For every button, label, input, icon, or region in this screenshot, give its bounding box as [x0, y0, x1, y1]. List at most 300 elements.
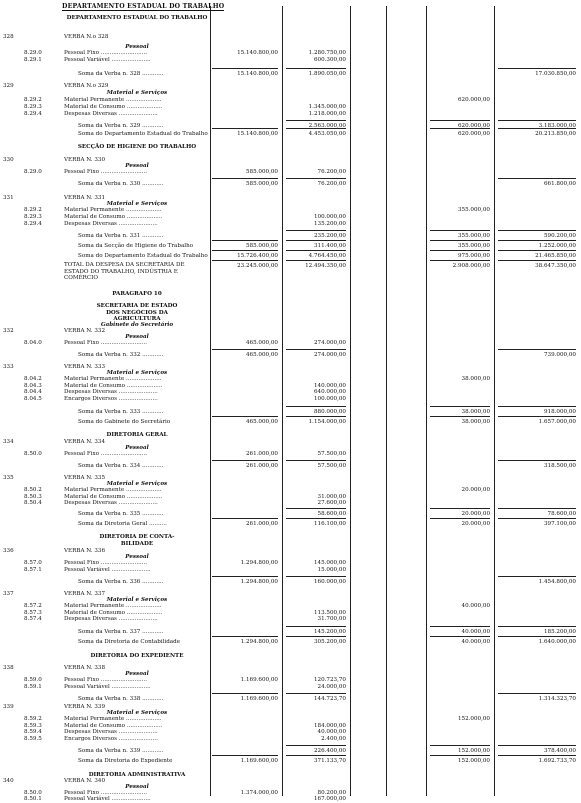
row-description: Soma da Verba n. 338 ............: [78, 696, 164, 702]
row-description: VERBA N.o 329: [64, 83, 109, 89]
amount-c5: 355.000,00: [457, 233, 490, 239]
amount-c2: 145.000,00: [313, 560, 346, 566]
sum-rule: [286, 693, 346, 694]
table-row: [0, 735, 581, 743]
table-row: [0, 578, 581, 586]
sum-rule: [498, 178, 576, 179]
table-row: [0, 747, 581, 755]
sum-rule: [212, 636, 278, 637]
row-description: Material de Consumo ....................: [64, 610, 163, 616]
item-code: 8.50.1: [24, 796, 42, 802]
table-row: [0, 242, 581, 250]
verba-number: 340: [3, 778, 14, 784]
row-description: Pessoal Variável ......................: [64, 57, 151, 63]
row-description: Despesas Diversas ......................: [64, 729, 158, 735]
amount-c2: 880.000,00: [313, 409, 346, 415]
row-description: DIRETORIA GERAL: [106, 432, 168, 438]
item-code: 8.50.2: [24, 487, 42, 493]
verba-number: 335: [3, 475, 14, 481]
sum-rule: [430, 518, 490, 519]
sum-rule: [212, 260, 278, 261]
amount-c1: 1.294.800,00: [240, 579, 278, 585]
amount-c2: 40.000,00: [317, 729, 346, 735]
sum-rule: [430, 240, 490, 241]
sum-rule: [212, 576, 278, 577]
row-description: Material e Serviços: [106, 370, 168, 376]
table-row: [0, 695, 581, 703]
row-description: VERBA N. 333: [64, 364, 106, 370]
item-code: 8.50.4: [24, 500, 42, 506]
verba-number: 328: [3, 34, 14, 40]
table-row: [0, 143, 581, 151]
item-code: 8.04.5: [24, 396, 42, 402]
sum-rule: [212, 755, 278, 756]
item-code: 8.57.1: [24, 567, 42, 573]
amount-c2: 76.200,00: [317, 181, 346, 187]
row-description: Soma da Diretoria de Contabilidade: [78, 639, 181, 645]
row-description: VERBA N. 334: [64, 439, 106, 445]
amount-c5: 2.908.000,00: [452, 263, 490, 269]
table-row: [0, 462, 581, 470]
amount-c6: 38.647.350,00: [535, 263, 576, 269]
item-code: 8.29.3: [24, 104, 42, 110]
sum-rule: [286, 260, 346, 261]
row-description: Pessoal Fixo ..........................: [64, 169, 148, 175]
row-description: Soma do Departamento Estadual do Trabalho: [78, 253, 208, 259]
row-description: Pessoal Fixo ..........................: [64, 560, 148, 566]
table-row: [0, 628, 581, 636]
row-description: Pessoal Fixo ..........................: [64, 677, 148, 683]
row-description: Material de Consumo ....................: [64, 494, 163, 500]
amount-c1: 1.294.800,00: [240, 639, 278, 645]
item-code: 8.50.0: [24, 790, 42, 796]
amount-c1: 465.000,00: [245, 419, 278, 425]
row-description: Material de Consumo ....................: [64, 104, 163, 110]
row-description: AGRICULTURA: [113, 316, 161, 322]
sum-rule: [498, 406, 576, 407]
row-description: Despesas Diversas ......................: [64, 221, 158, 227]
row-description: Pessoal Variável ......................: [64, 567, 151, 573]
row-description: PARAGRAFO 10: [112, 291, 162, 297]
item-code: 8.04.3: [24, 383, 42, 389]
row-description: Soma da Verba n. 337 ............: [78, 629, 164, 635]
item-code: 8.57.4: [24, 616, 42, 622]
item-code: 8.59.0: [24, 677, 42, 683]
row-description: DEPARTAMENTO ESTADUAL DO TRABALHO: [66, 15, 208, 21]
row-description: Despesas Diversas ......................: [64, 500, 158, 506]
table-row: [0, 510, 581, 518]
sum-rule: [498, 693, 576, 694]
sum-rule: [498, 576, 576, 577]
row-description: Pessoal: [125, 163, 149, 169]
sum-rule: [286, 406, 346, 407]
amount-c2: 24.000,00: [317, 684, 346, 690]
row-description: Soma da Verba n. 330 ............: [78, 181, 164, 187]
sum-rule: [212, 693, 278, 694]
sum-rule: [212, 68, 278, 69]
amount-c2: 100.000,00: [313, 214, 346, 220]
amount-c2: 311.400,00: [313, 243, 346, 249]
sum-rule: [498, 260, 576, 261]
table-row: [0, 566, 581, 574]
sum-rule: [498, 745, 576, 746]
verba-number: 338: [3, 665, 14, 671]
sum-rule: [498, 120, 576, 121]
amount-c2: 235.200,00: [313, 233, 346, 239]
row-description: SECRETARIA DE ESTADO: [96, 303, 178, 309]
amount-c6: 1.640.000,00: [538, 639, 576, 645]
row-description: Pessoal Fixo ..........................: [64, 340, 148, 346]
amount-c5: 975.000,00: [457, 253, 490, 259]
sum-rule: [430, 120, 490, 121]
amount-c2: 1.280.750,00: [308, 50, 346, 56]
amount-c1: 585.000,00: [245, 181, 278, 187]
sum-rule: [430, 508, 490, 509]
table-row: [0, 14, 581, 22]
table-row: [0, 33, 581, 41]
table-row: [0, 110, 581, 118]
sum-rule: [498, 349, 576, 350]
amount-c2: 226.400,00: [313, 748, 346, 754]
item-code: 8.59.2: [24, 716, 42, 722]
row-description: Soma da Verba n. 332 ............: [78, 352, 164, 358]
row-description: Soma do Gabinete do Secretário: [78, 419, 171, 425]
row-description: Material Permanente ....................: [64, 207, 162, 213]
amount-c2: 1.218.000,00: [308, 111, 346, 117]
table-row: [0, 168, 581, 176]
row-description: VERBA N. 330: [64, 157, 106, 163]
sum-rule: [286, 240, 346, 241]
amount-c5: 40.000,00: [461, 639, 490, 645]
amount-c2: 1.890.050,00: [308, 71, 346, 77]
table-row: [0, 795, 581, 803]
table-row: [0, 56, 581, 64]
row-description: TOTAL DA DESPESA DA SECRETARIA DE ESTADO DO TRABALHO, INDÚSTRIA E COMÉRCIO: [64, 262, 185, 281]
amount-c5: 152.000,00: [457, 748, 490, 754]
sum-rule: [286, 230, 346, 231]
row-description: VERBA N. 338: [64, 665, 106, 671]
amount-c2: 120.723,70: [313, 677, 346, 683]
table-row: [0, 652, 581, 660]
sum-rule: [286, 755, 346, 756]
row-description: Soma da Secção de Higiene do Trabalho: [78, 243, 194, 249]
row-description: Pessoal: [125, 554, 149, 560]
verba-number: 337: [3, 591, 14, 597]
sum-rule: [498, 416, 576, 417]
item-code: 8.57.0: [24, 560, 42, 566]
amount-c2: 274.000,00: [313, 352, 346, 358]
table-row: [0, 638, 581, 646]
row-description: Pessoal Variável ......................: [64, 796, 151, 802]
amount-c6: 739.000,00: [543, 352, 576, 358]
amount-c2: 135.200,00: [313, 221, 346, 227]
amount-c2: 15.000,00: [317, 567, 346, 573]
table-row: [0, 683, 581, 691]
row-description: VERBA N.o 328: [64, 34, 109, 40]
amount-c6: 1.314.323,70: [538, 696, 576, 702]
item-code: 8.57.2: [24, 603, 42, 609]
amount-c2: 1.154.000,00: [308, 419, 346, 425]
sum-rule: [498, 68, 576, 69]
sum-rule: [212, 416, 278, 417]
row-description: Material Permanente ....................: [64, 97, 162, 103]
amount-c6: 1.657.000,00: [538, 419, 576, 425]
amount-c2: 371.133,70: [313, 758, 346, 764]
row-description: Material e Serviços: [106, 481, 168, 487]
item-code: 8.04.2: [24, 376, 42, 382]
sum-rule: [286, 128, 346, 129]
amount-c1: 261.000,00: [245, 463, 278, 469]
row-description: Material de Consumo ....................: [64, 723, 163, 729]
amount-c6: 378.400,00: [543, 748, 576, 754]
item-code: 8.50.3: [24, 494, 42, 500]
row-description: Despesas Diversas ......................: [64, 389, 158, 395]
amount-c6: 3.183.000,00: [538, 123, 576, 129]
item-code: 8.29.4: [24, 221, 42, 227]
amount-c5: 355.000,00: [457, 243, 490, 249]
table-row: [0, 252, 581, 260]
table-row: [0, 180, 581, 188]
sum-rule: [498, 755, 576, 756]
amount-c2: 144.723,70: [313, 696, 346, 702]
table-row: [0, 290, 581, 298]
sum-rule: [212, 178, 278, 179]
amount-c5: 20.000,00: [461, 511, 490, 517]
row-description: VERBA N. 337: [64, 591, 106, 597]
amount-c2: 274.000,00: [313, 340, 346, 346]
amount-c2: 184.000,00: [313, 723, 346, 729]
table-row: [0, 520, 581, 528]
row-description: Soma da Verba n. 331 ............: [78, 233, 164, 239]
amount-c6: 661.800,00: [543, 181, 576, 187]
page-title: DEPARTAMENTO ESTADUAL DO TRABALHO: [62, 3, 225, 10]
amount-c2: 57.500,00: [317, 451, 346, 457]
amount-c2: 600.300,00: [313, 57, 346, 63]
row-description: DIRETORIA ADMINISTRATIVA: [88, 772, 186, 778]
row-description: Soma da Verba n. 334 ............: [78, 463, 164, 469]
amount-c2: 167.000,00: [313, 796, 346, 802]
row-description: Soma da Verba n. 329 ............: [78, 123, 164, 129]
row-description: SECÇÃO DE HIGIENE DO TRABALHO: [77, 144, 197, 150]
amount-c1: 585.000,00: [245, 169, 278, 175]
row-description: Soma da Verba n. 335 ............: [78, 511, 164, 517]
amount-c2: 140.000,00: [313, 383, 346, 389]
sum-rule: [286, 518, 346, 519]
verba-number: 339: [3, 704, 14, 710]
amount-c6: 17.030.850,00: [535, 71, 576, 77]
amount-c5: 152.000,00: [457, 758, 490, 764]
amount-c5: 620.000,00: [457, 97, 490, 103]
item-code: 8.29.1: [24, 57, 42, 63]
row-description: DIRETORIA DE CONTA-: [99, 534, 175, 540]
amount-c1: 465.000,00: [245, 340, 278, 346]
sum-rule: [498, 230, 576, 231]
sum-rule: [286, 636, 346, 637]
row-description: Pessoal Fixo ..........................: [64, 451, 148, 457]
amount-c1: 1.169.600,00: [240, 758, 278, 764]
row-description: VERBA N. 331: [64, 195, 106, 201]
row-description: Encargos Diversos ......................: [64, 736, 158, 742]
amount-c2: 12.494.350,00: [305, 263, 346, 269]
amount-c2: 145.200,00: [313, 629, 346, 635]
row-description: Material e Serviços: [106, 597, 168, 603]
table-row: [0, 262, 581, 281]
item-code: 8.29.4: [24, 111, 42, 117]
amount-c6: 918.000,00: [543, 409, 576, 415]
amount-c1: 15.140.800,00: [237, 131, 278, 137]
item-code: 8.57.3: [24, 610, 42, 616]
amount-c5: 620.000,00: [457, 123, 490, 129]
row-description: VERBA N. 336: [64, 548, 106, 554]
item-code: 8.04.4: [24, 389, 42, 395]
amount-c6: 21.465.850,00: [535, 253, 576, 259]
row-description: Material Permanente ....................: [64, 487, 162, 493]
item-code: 8.50.0: [24, 451, 42, 457]
amount-c6: 1.454.800,00: [538, 579, 576, 585]
sum-rule: [430, 128, 490, 129]
row-description: Gabinete do Secretário: [100, 322, 174, 328]
table-row: [0, 499, 581, 507]
amount-c1: 15.726.400,00: [237, 253, 278, 259]
sum-rule: [212, 240, 278, 241]
amount-c1: 261.000,00: [245, 521, 278, 527]
sum-rule: [430, 406, 490, 407]
row-description: Soma do Departamento Estadual do Trabalho: [78, 131, 208, 137]
row-description: Pessoal: [125, 784, 149, 790]
row-description: Material de Consumo ....................: [64, 383, 163, 389]
row-description: VERBA N. 335: [64, 475, 106, 481]
sum-rule: [430, 416, 490, 417]
amount-c1: 585.000,00: [245, 243, 278, 249]
row-description: VERBA N. 339: [64, 704, 106, 710]
verba-number: 336: [3, 548, 14, 554]
item-code: 8.59.4: [24, 729, 42, 735]
sum-rule: [212, 128, 278, 129]
row-description: Soma da Diretoria do Expediente: [78, 758, 173, 764]
row-description: Material e Serviços: [106, 201, 168, 207]
row-description: Soma da Verba n. 333 ............: [78, 409, 164, 415]
amount-c1: 465.000,00: [245, 352, 278, 358]
sum-rule: [212, 250, 278, 251]
amount-c6: 185.200,00: [543, 629, 576, 635]
item-code: 8.29.2: [24, 207, 42, 213]
item-code: 8.29.2: [24, 97, 42, 103]
verba-number: 334: [3, 439, 14, 445]
sum-rule: [498, 508, 576, 509]
amount-c2: 27.600,00: [317, 500, 346, 506]
amount-c6: 20.213.850,00: [535, 131, 576, 137]
amount-c2: 4.453.050,00: [308, 131, 346, 137]
table-row: [0, 351, 581, 359]
table-row: [0, 232, 581, 240]
item-code: 8.29.0: [24, 169, 42, 175]
amount-c2: 2.400,00: [321, 736, 346, 742]
sum-rule: [286, 349, 346, 350]
amount-c5: 40.000,00: [461, 629, 490, 635]
row-description: Pessoal Fixo ..........................: [64, 50, 148, 56]
item-code: 8.04.0: [24, 340, 42, 346]
sum-rule: [286, 120, 346, 121]
row-description: Soma da Verba n. 336 ............: [78, 579, 164, 585]
row-description: Pessoal: [125, 671, 149, 677]
sum-rule: [430, 250, 490, 251]
table-row: [0, 450, 581, 458]
amount-c1: 15.140.800,00: [237, 50, 278, 56]
item-code: 8.59.1: [24, 684, 42, 690]
amount-c6: 397.100,00: [543, 521, 576, 527]
amount-c6: 78.600,00: [547, 511, 576, 517]
table-row: [0, 339, 581, 347]
item-code: 8.29.3: [24, 214, 42, 220]
row-description: Pessoal Fixo ..........................: [64, 790, 148, 796]
amount-c2: 113.500,00: [313, 610, 346, 616]
amount-c5: 40.000,00: [461, 603, 490, 609]
row-description: Encargos Diversos ......................: [64, 396, 158, 402]
amount-c2: 57.500,00: [317, 463, 346, 469]
amount-c5: 355.000,00: [457, 207, 490, 213]
amount-c2: 58.600,00: [317, 511, 346, 517]
sum-rule: [212, 460, 278, 461]
amount-c5: 38.000,00: [461, 376, 490, 382]
sum-rule: [498, 240, 576, 241]
amount-c2: 160.000,00: [313, 579, 346, 585]
row-description: Pessoal: [125, 44, 149, 50]
row-description: Material Permanente ....................: [64, 376, 162, 382]
sum-rule: [430, 745, 490, 746]
row-description: Despesas Diversas ......................: [64, 616, 158, 622]
sum-rule: [430, 230, 490, 231]
row-description: Pessoal: [125, 445, 149, 451]
sum-rule: [498, 636, 576, 637]
sum-rule: [430, 636, 490, 637]
sum-rule: [286, 626, 346, 627]
amount-c1: 15.140.800,00: [237, 71, 278, 77]
row-description: Pessoal Variável ......................: [64, 684, 151, 690]
table-row: [0, 130, 581, 138]
sum-rule: [212, 518, 278, 519]
row-description: BILIDADE: [120, 541, 154, 547]
table-row: [0, 408, 581, 416]
row-description: Material de Consumo ....................: [64, 214, 163, 220]
row-description: VERBA N. 340: [64, 778, 106, 784]
amount-c6: 590.200,00: [543, 233, 576, 239]
verba-number: 333: [3, 364, 14, 370]
amount-c5: 38.000,00: [461, 419, 490, 425]
item-code: 8.59.3: [24, 723, 42, 729]
amount-c2: 116.100,00: [313, 521, 346, 527]
amount-c2: 100.000,00: [313, 396, 346, 402]
sum-rule: [498, 460, 576, 461]
sum-rule: [212, 349, 278, 350]
amount-c5: 38.000,00: [461, 409, 490, 415]
sum-rule: [286, 416, 346, 417]
sum-rule: [286, 508, 346, 509]
item-code: 8.59.5: [24, 736, 42, 742]
sum-rule: [286, 178, 346, 179]
table-row: [0, 615, 581, 623]
amount-c5: 20.000,00: [461, 487, 490, 493]
verba-number: 332: [3, 328, 14, 334]
sum-rule: [286, 68, 346, 69]
amount-c2: 305.200,00: [313, 639, 346, 645]
amount-c2: 31.700,00: [317, 616, 346, 622]
verba-number: 331: [3, 195, 14, 201]
amount-c2: 31.000,00: [317, 494, 346, 500]
sum-rule: [498, 250, 576, 251]
amount-c5: 152.000,00: [457, 716, 490, 722]
item-code: 8.29.0: [24, 50, 42, 56]
row-description: Pessoal: [125, 334, 149, 340]
